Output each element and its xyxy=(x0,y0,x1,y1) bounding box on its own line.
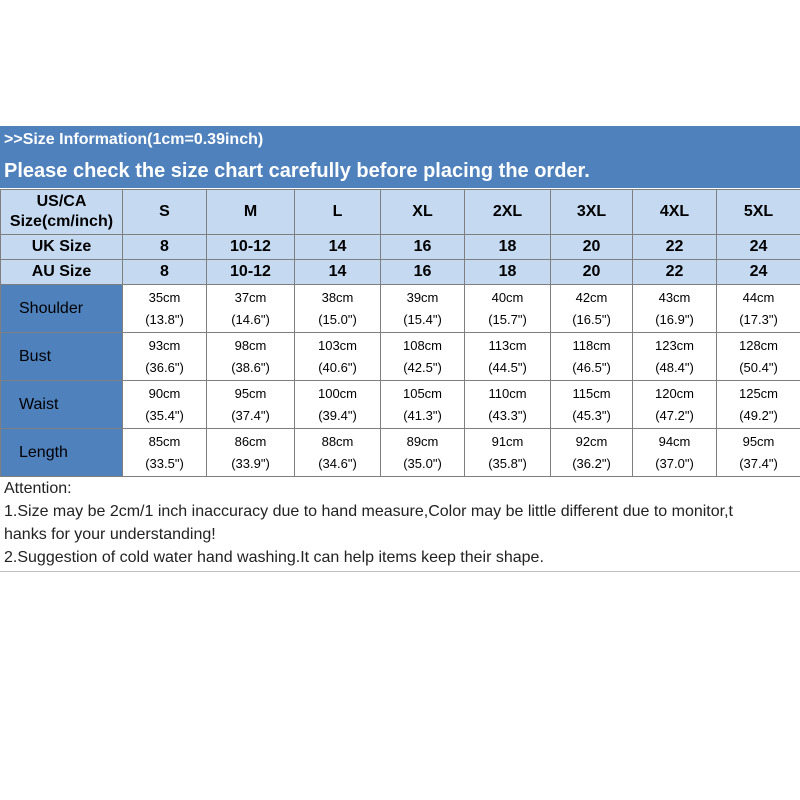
measurement-value-cell xyxy=(123,285,207,333)
measurement-value-cell xyxy=(381,429,465,477)
cm-value: 93cm xyxy=(148,337,181,353)
cm-value: 98cm xyxy=(234,337,267,353)
note-line: 1.Size may be 2cm/1 inch inaccuracy due to hand measure,Color may be little different due to monitor,t xyxy=(4,503,733,520)
measurement-value-cell xyxy=(633,333,717,381)
inch-value: (14.6") xyxy=(231,311,270,327)
us-ca-size-label xyxy=(1,190,123,235)
inch-value: (41.3") xyxy=(403,407,442,423)
inch-value: (37.4") xyxy=(739,455,778,471)
measurement-value-cell xyxy=(465,381,551,429)
cm-value: 113cm xyxy=(488,337,527,353)
inch-value: (17.3") xyxy=(739,311,778,327)
size-header-cell: 5XL xyxy=(717,190,800,235)
size-header-cell: M xyxy=(207,190,295,235)
cm-value: 43cm xyxy=(658,289,691,305)
measurement-label: Bust xyxy=(1,333,123,381)
size-header-cell: S xyxy=(123,190,207,235)
attention-heading: Attention: xyxy=(4,480,72,497)
cm-value: 86cm xyxy=(234,433,267,449)
measurement-value-cell xyxy=(551,333,633,381)
cm-value: 44cm xyxy=(742,289,775,305)
measurement-value-cell xyxy=(633,381,717,429)
measurement-value-cell xyxy=(381,333,465,381)
uk-size-cell: 18 xyxy=(465,235,551,260)
cm-value: 40cm xyxy=(491,289,524,305)
uk-size-cell: 20 xyxy=(551,235,633,260)
cm-value: 35cm xyxy=(148,289,181,305)
inch-value: (15.0") xyxy=(318,311,357,327)
us-ca-size-row xyxy=(1,190,800,235)
attention-notes xyxy=(0,477,800,572)
inch-value: (42.5") xyxy=(403,359,442,375)
cm-value: 108cm xyxy=(402,337,443,353)
inch-value: (35.0") xyxy=(403,455,442,471)
measurement-value-cell xyxy=(207,381,295,429)
measurement-row-shoulder xyxy=(1,285,800,333)
measurement-value-cell xyxy=(123,381,207,429)
measurement-value-cell xyxy=(123,333,207,381)
inch-value: (48.4") xyxy=(655,359,694,375)
inch-value: (33.5") xyxy=(145,455,184,471)
measurement-value-cell xyxy=(551,429,633,477)
size-information-sheet xyxy=(0,126,800,572)
measurement-rows xyxy=(1,285,800,477)
measurement-value-cell xyxy=(717,285,800,333)
au-size-cell: 24 xyxy=(717,260,800,285)
inch-value: (35.4") xyxy=(145,407,184,423)
cm-value: 123cm xyxy=(654,337,695,353)
inch-value: (47.2") xyxy=(655,407,694,423)
inch-value: (16.9") xyxy=(655,311,694,327)
cm-value: 100cm xyxy=(317,385,358,401)
au-size-cell: 8 xyxy=(123,260,207,285)
cm-value: 90cm xyxy=(148,385,181,401)
inch-value: (45.3") xyxy=(572,407,611,423)
measurement-label: Shoulder xyxy=(1,285,123,333)
cm-value: 89cm xyxy=(406,433,439,449)
cm-value: 42cm xyxy=(575,289,608,305)
au-size-cell: 16 xyxy=(381,260,465,285)
au-size-cell: 18 xyxy=(465,260,551,285)
inch-value: (39.4") xyxy=(318,407,357,423)
us-ca-label-line2: Size(cm/inch) xyxy=(9,213,114,230)
measurement-value-cell xyxy=(551,381,633,429)
cm-value: 110cm xyxy=(488,385,527,401)
measurement-value-cell xyxy=(633,429,717,477)
cm-value: 128cm xyxy=(738,337,779,353)
cm-value: 92cm xyxy=(575,433,608,449)
au-size-row xyxy=(1,260,800,285)
measurement-value-cell xyxy=(717,381,800,429)
inch-value: (46.5") xyxy=(572,359,611,375)
inch-value: (15.7") xyxy=(488,311,527,327)
measurement-value-cell xyxy=(207,285,295,333)
size-header-cell: 2XL xyxy=(465,190,551,235)
au-size-label: AU Size xyxy=(1,260,123,285)
uk-size-cell: 10-12 xyxy=(207,235,295,260)
uk-size-cell: 22 xyxy=(633,235,717,260)
size-header-cell: 4XL xyxy=(633,190,717,235)
au-size-cell: 10-12 xyxy=(207,260,295,285)
uk-size-row xyxy=(1,235,800,260)
measurement-value-cell xyxy=(295,333,381,381)
measurement-value-cell xyxy=(633,285,717,333)
uk-size-cell: 8 xyxy=(123,235,207,260)
measurement-row-waist xyxy=(1,381,800,429)
measurement-value-cell xyxy=(381,381,465,429)
inch-value: (38.6") xyxy=(231,359,270,375)
uk-size-cell: 14 xyxy=(295,235,381,260)
size-header-cell: 3XL xyxy=(551,190,633,235)
cm-value: 39cm xyxy=(406,289,439,305)
cm-value: 94cm xyxy=(658,433,691,449)
cm-value: 125cm xyxy=(738,385,779,401)
cm-value: 37cm xyxy=(234,289,267,305)
au-size-cell: 20 xyxy=(551,260,633,285)
cm-value: 88cm xyxy=(321,433,354,449)
measurement-label: Waist xyxy=(1,381,123,429)
us-ca-label-line1: US/CA xyxy=(36,193,87,210)
inch-value: (49.2") xyxy=(739,407,778,423)
cm-value: 105cm xyxy=(402,385,443,401)
inch-value: (40.6") xyxy=(318,359,357,375)
inch-value: (33.9") xyxy=(231,455,270,471)
size-table xyxy=(0,189,800,477)
measurement-value-cell xyxy=(465,429,551,477)
measurement-value-cell xyxy=(295,285,381,333)
inch-value: (44.5") xyxy=(488,359,527,375)
measurement-row-bust xyxy=(1,333,800,381)
measurement-value-cell xyxy=(295,381,381,429)
measurement-value-cell xyxy=(717,333,800,381)
note-line: hanks for your understanding! xyxy=(4,526,216,543)
cm-value: 95cm xyxy=(742,433,775,449)
cm-value: 91cm xyxy=(491,433,524,449)
cm-value: 118cm xyxy=(572,337,611,353)
size-header-cell: XL xyxy=(381,190,465,235)
measurement-value-cell xyxy=(381,285,465,333)
measurement-value-cell xyxy=(465,333,551,381)
inch-value: (36.6") xyxy=(145,359,184,375)
uk-size-cell: 24 xyxy=(717,235,800,260)
size-header-cell: L xyxy=(295,190,381,235)
cm-value: 115cm xyxy=(572,385,611,401)
measurement-value-cell xyxy=(717,429,800,477)
measurement-value-cell xyxy=(207,333,295,381)
size-info-banner: >>Size Information(1cm=0.39inch) xyxy=(0,126,800,153)
inch-value: (43.3") xyxy=(488,407,527,423)
inch-value: (50.4") xyxy=(739,359,778,375)
au-size-cell: 14 xyxy=(295,260,381,285)
inch-value: (15.4") xyxy=(403,311,442,327)
au-size-cell: 22 xyxy=(633,260,717,285)
size-chart-instruction: Please check the size chart carefully before placing the order. xyxy=(0,153,800,189)
cm-value: 85cm xyxy=(148,433,181,449)
measurement-value-cell xyxy=(207,429,295,477)
inch-value: (37.4") xyxy=(231,407,270,423)
inch-value: (34.6") xyxy=(318,455,357,471)
inch-value: (37.0") xyxy=(655,455,694,471)
measurement-label: Length xyxy=(1,429,123,477)
uk-size-label: UK Size xyxy=(1,235,123,260)
cm-value: 95cm xyxy=(234,385,267,401)
measurement-value-cell xyxy=(551,285,633,333)
inch-value: (35.8") xyxy=(488,455,527,471)
measurement-value-cell xyxy=(295,429,381,477)
uk-size-cell: 16 xyxy=(381,235,465,260)
measurement-row-length xyxy=(1,429,800,477)
inch-value: (13.8") xyxy=(145,311,184,327)
note-line: 2.Suggestion of cold water hand washing.It can help items keep their shape. xyxy=(4,549,544,566)
measurement-value-cell xyxy=(123,429,207,477)
cm-value: 103cm xyxy=(317,337,358,353)
cm-value: 120cm xyxy=(654,385,695,401)
cm-value: 38cm xyxy=(321,289,354,305)
measurement-value-cell xyxy=(465,285,551,333)
inch-value: (16.5") xyxy=(572,311,611,327)
inch-value: (36.2") xyxy=(572,455,611,471)
